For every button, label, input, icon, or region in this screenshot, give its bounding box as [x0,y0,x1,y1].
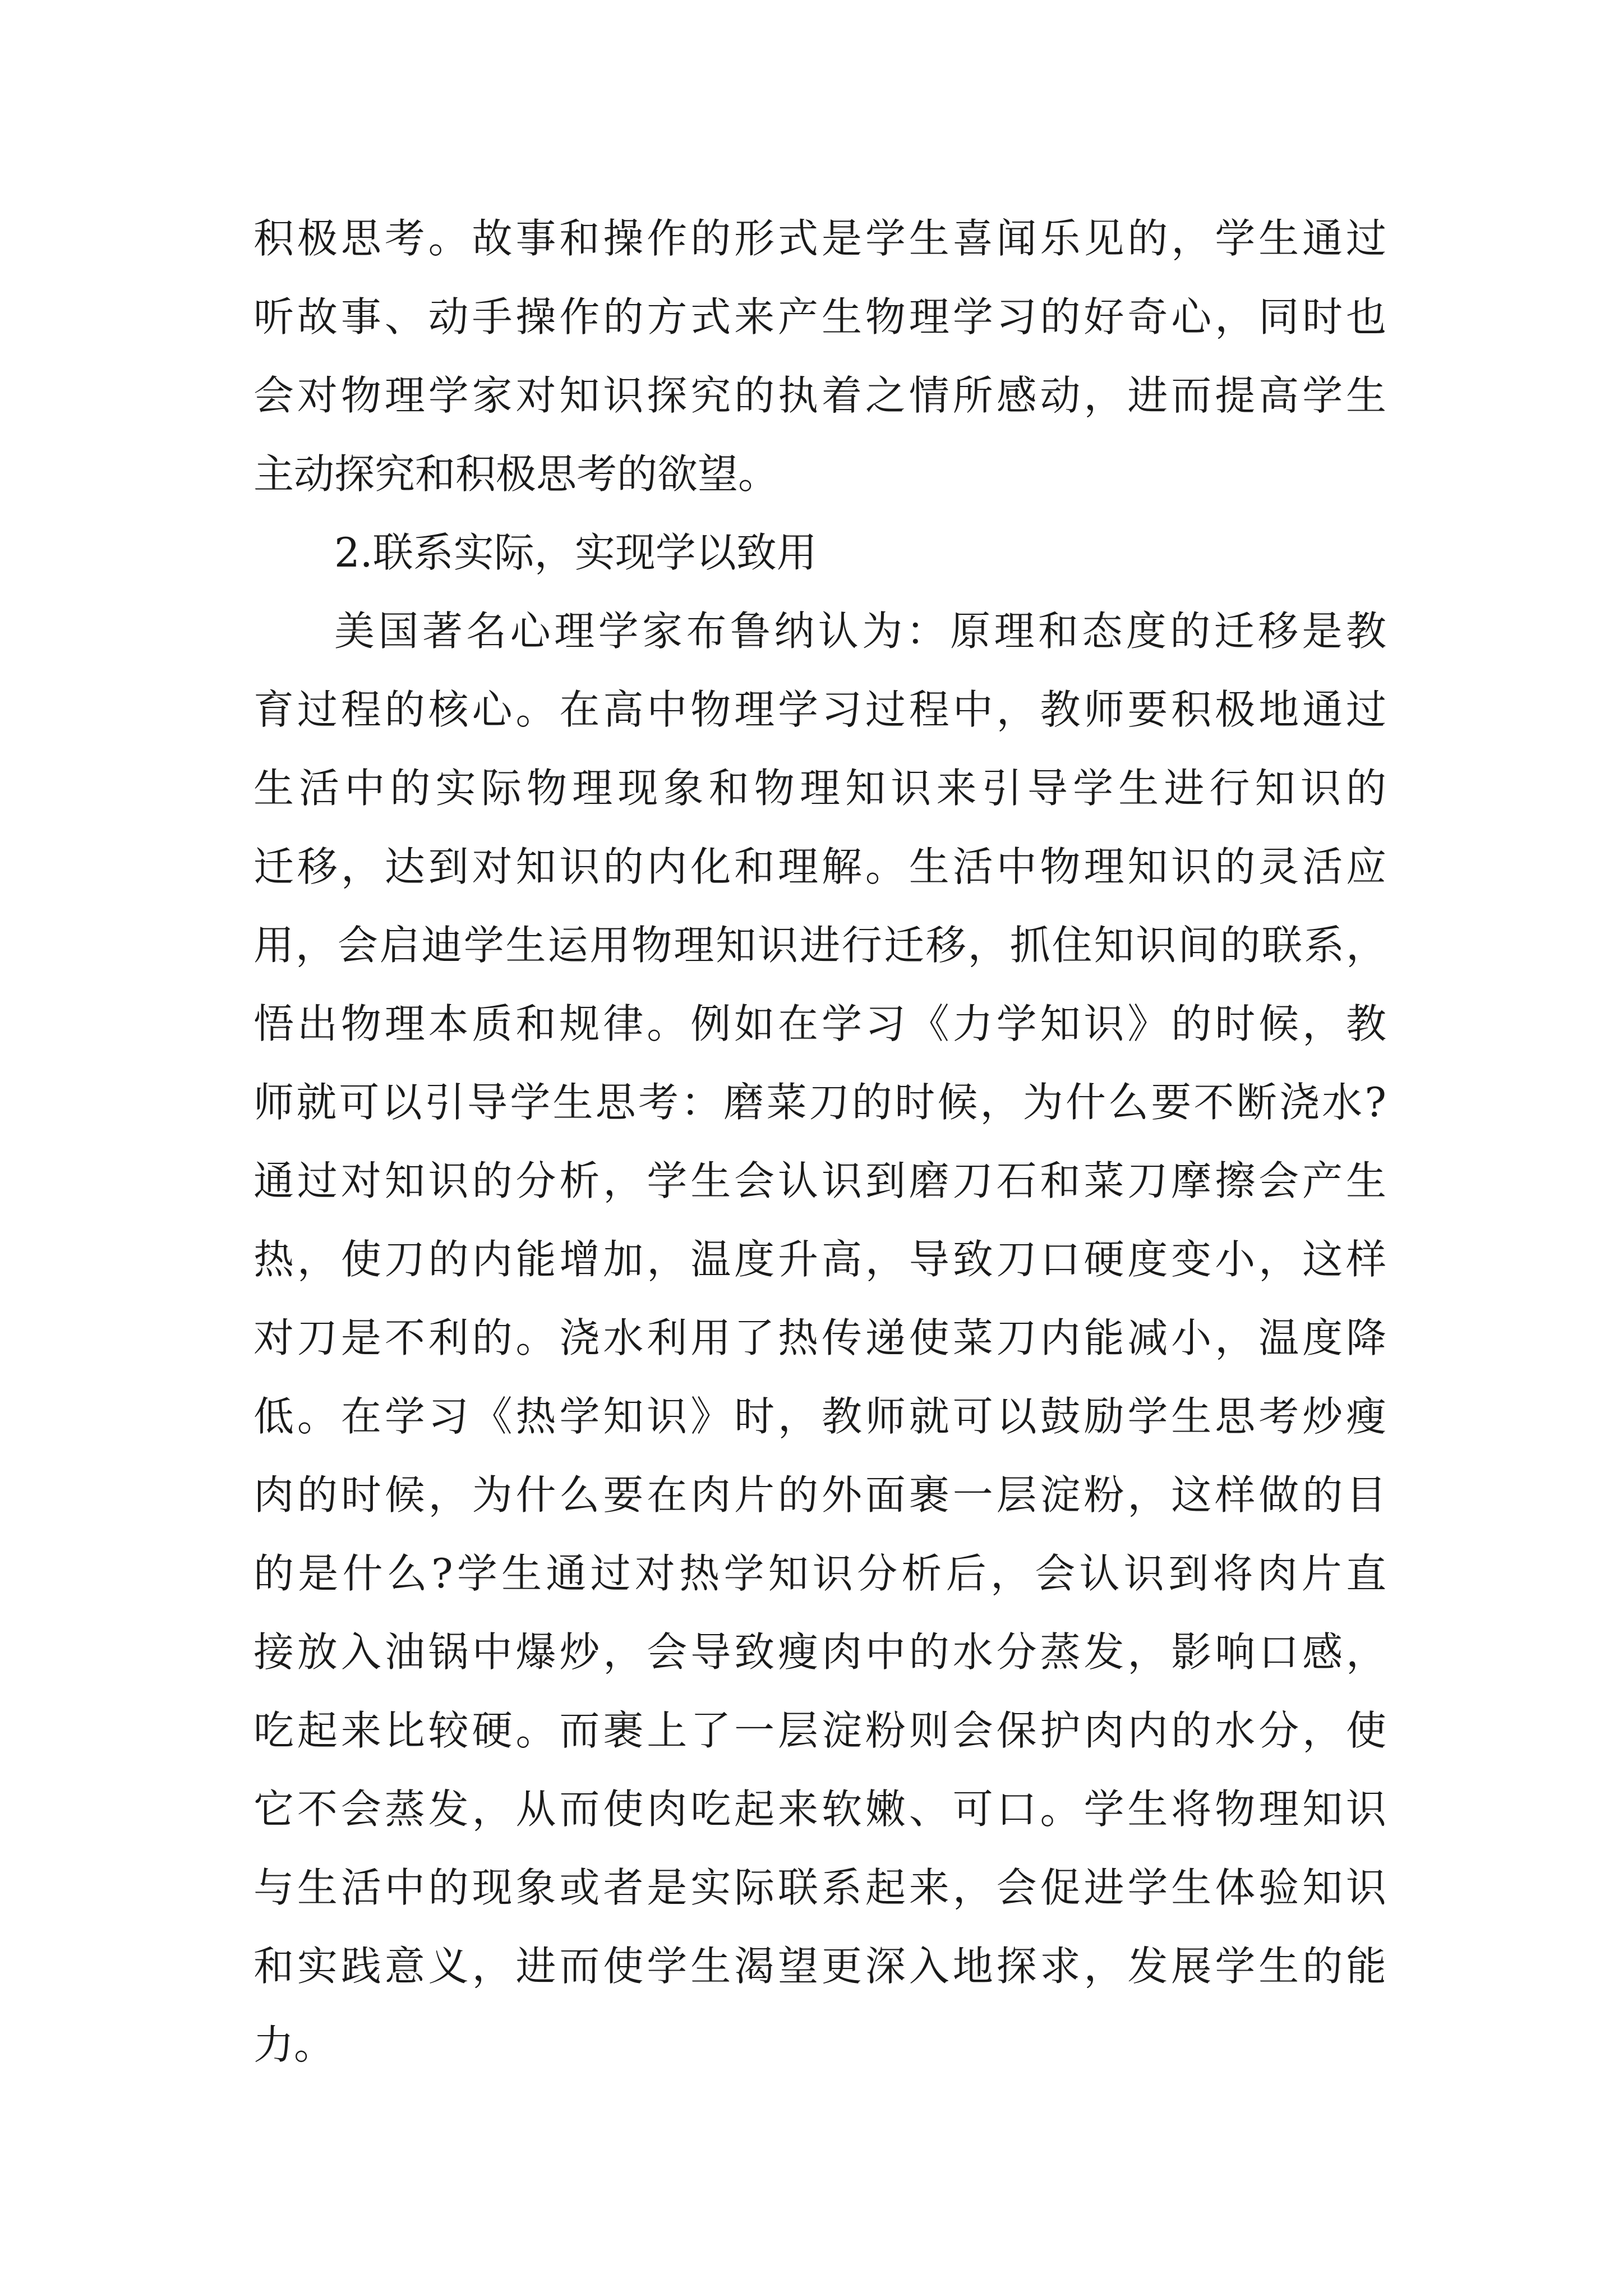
paragraph-line: 与生活中的现象或者是实际联系起来，会促进学生体验知识 [253,1864,1386,1911]
paragraph-line: 它不会蒸发，从而使肉吃起来软嫩、可口。学生将物理知识 [253,1786,1386,1833]
paragraph-line: 通过对知识的分析，学生会认识到磨刀石和菜刀摩擦会产生 [253,1157,1386,1204]
paragraph-line: 听故事、动手操作的方式来产生物理学习的好奇心，同时也 [253,293,1386,341]
paragraph-line: 积极思考。故事和操作的形式是学生喜闻乐见的，学生通过 [253,215,1386,262]
paragraph-line: 主动探究和积极思考的欲望。 [253,450,779,498]
paragraph-line: 的是什么?学生通过对热学知识分析后，会认识到将肉片直 [253,1550,1386,1597]
paragraph-line: 吃起来比较硬。而裹上了一层淀粉则会保护肉内的水分，使 [253,1707,1386,1754]
paragraph-line: 师就可以引导学生思考：磨菜刀的时候，为什么要不断浇水? [253,1079,1386,1126]
paragraph-line: 力。 [253,2021,335,2068]
paragraph-line: 对刀是不利的。浇水利用了热传递使菜刀内能减小，温度降 [253,1314,1386,1361]
paragraph-line: 和实践意义，进而使学生渴望更深入地探求，发展学生的能 [253,1943,1386,1990]
paragraph-line: 热，使刀的内能增加，温度升高，导致刀口硬度变小，这样 [253,1236,1386,1283]
paragraph-line: 迁移，达到对知识的内化和理解。生活中物理知识的灵活应 [253,843,1386,890]
paragraph-line: 悟出物理本质和规律。例如在学习《力学知识》的时候，教 [253,1000,1386,1047]
paragraph-line: 生活中的实际物理现象和物理知识来引导学生进行知识的 [253,765,1386,812]
paragraph-line: 会对物理学家对知识探究的执着之情所感动，进而提高学生 [253,372,1386,419]
section-heading: 2.联系实际，实现学以致用 [334,529,817,576]
paragraph-line: 接放入油锅中爆炒，会导致瘦肉中的水分蒸发，影响口感， [253,1628,1386,1676]
paragraph-line: 用，会启迪学生运用物理知识进行迁移，抓住知识间的联系， [253,922,1386,969]
paragraph-line: 低。在学习《热学知识》时，教师就可以鼓励学生思考炒瘦 [253,1393,1386,1440]
paragraph-line: 育过程的核心。在高中物理学习过程中，教师要积极地通过 [253,686,1386,733]
paragraph-line: 美国著名心理学家布鲁纳认为：原理和态度的迁移是教 [334,608,1386,655]
paragraph-line: 肉的时候，为什么要在肉片的外面裹一层淀粉，这样做的目 [253,1471,1386,1519]
